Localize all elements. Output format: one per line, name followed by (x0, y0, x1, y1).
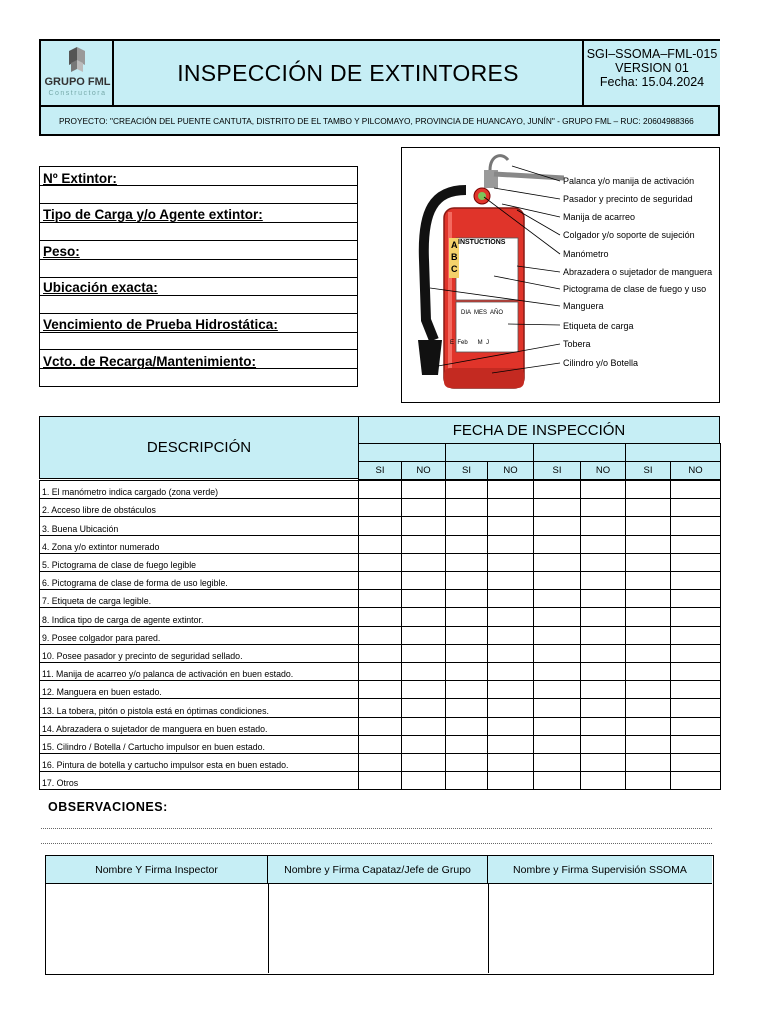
no-checkbox-cell[interactable] (670, 771, 721, 790)
document-code-block (584, 41, 720, 105)
si-checkbox-cell[interactable] (445, 498, 488, 517)
no-checkbox-cell[interactable] (487, 480, 534, 499)
si-checkbox-cell[interactable] (445, 535, 488, 554)
si-checkbox-cell[interactable] (445, 753, 488, 772)
signature-supervisor-header: Nombre y Firma Supervisión SSOMA (488, 856, 712, 884)
no-checkbox-cell[interactable] (670, 680, 721, 699)
no-column-header: NO (401, 461, 446, 480)
inspection-item-label: 1. El manómetro indica cargado (zona verde) (39, 480, 359, 499)
signature-inspector-box[interactable] (48, 886, 266, 971)
inspection-item-label: 11. Manija de acarreo y/o palanca de activación en buen estado. (39, 662, 359, 681)
si-checkbox-cell[interactable] (625, 626, 671, 645)
logo-cell (41, 41, 114, 105)
inspection-item-label: 14. Abrazadera o sujetador de manguera en buen estado. (39, 717, 359, 736)
si-checkbox-cell[interactable] (625, 535, 671, 554)
no-checkbox-cell[interactable] (670, 498, 721, 517)
no-checkbox-cell[interactable] (487, 571, 534, 590)
no-checkbox-cell[interactable] (670, 480, 721, 499)
inspection-date-header: FECHA DE INSPECCIÓN (358, 416, 720, 444)
no-checkbox-cell[interactable] (580, 644, 626, 663)
si-checkbox-cell[interactable] (625, 680, 671, 699)
no-checkbox-cell[interactable] (401, 644, 446, 663)
no-checkbox-cell[interactable] (580, 589, 626, 608)
no-checkbox-cell[interactable] (580, 717, 626, 736)
extinguisher-info-box (39, 166, 358, 387)
no-checkbox-cell[interactable] (580, 662, 626, 681)
inspection-date-cell[interactable] (445, 443, 534, 462)
si-checkbox-cell[interactable] (358, 771, 402, 790)
inspection-date-cell[interactable] (358, 443, 446, 462)
si-checkbox-cell[interactable] (533, 535, 581, 554)
no-checkbox-cell[interactable] (401, 516, 446, 535)
si-column-header: SI (625, 461, 671, 480)
si-checkbox-cell[interactable] (533, 553, 581, 572)
no-checkbox-cell[interactable] (487, 771, 534, 790)
field-recharge-due: Vcto. de Recarga/Mantenimiento: (43, 354, 257, 369)
signature-table (45, 855, 714, 975)
no-checkbox-cell[interactable] (401, 480, 446, 499)
field-hydrostatic-test: Vencimiento de Prueba Hidrostática: (43, 317, 278, 332)
document-title: INSPECCIÓN DE EXTINTORES (114, 41, 584, 105)
no-checkbox-cell[interactable] (487, 607, 534, 626)
inspection-item-label: 10. Posee pasador y precinto de seguridad sellado. (39, 644, 359, 663)
extinguisher-diagram (401, 147, 720, 403)
inspection-date-cell[interactable] (625, 443, 721, 462)
inspection-item-label: 17. Otros (39, 771, 359, 790)
no-checkbox-cell[interactable] (401, 498, 446, 517)
no-checkbox-cell[interactable] (401, 698, 446, 717)
label-pressure-gauge: Manómetro (563, 249, 609, 259)
si-checkbox-cell[interactable] (533, 644, 581, 663)
no-checkbox-cell[interactable] (401, 771, 446, 790)
no-checkbox-cell[interactable] (487, 753, 534, 772)
no-checkbox-cell[interactable] (580, 680, 626, 699)
inspection-item-label: 6. Pictograma de clase de forma de uso legible. (39, 571, 359, 590)
si-checkbox-cell[interactable] (358, 607, 402, 626)
si-checkbox-cell[interactable] (533, 771, 581, 790)
inspection-date-cell[interactable] (533, 443, 626, 462)
si-checkbox-cell[interactable] (445, 571, 488, 590)
si-column-header: SI (358, 461, 402, 480)
no-checkbox-cell[interactable] (580, 626, 626, 645)
signature-divider-2 (488, 884, 489, 973)
label-safety-pin: Pasador y precinto de seguridad (563, 194, 693, 204)
no-checkbox-cell[interactable] (670, 735, 721, 754)
signature-foreman-header: Nombre y Firma Capataz/Jefe de Grupo (268, 856, 488, 884)
no-checkbox-cell[interactable] (401, 680, 446, 699)
no-checkbox-cell[interactable] (401, 589, 446, 608)
inspection-item-label: 8. Indica tipo de carga de agente extintor. (39, 607, 359, 626)
no-checkbox-cell[interactable] (487, 589, 534, 608)
no-checkbox-cell[interactable] (580, 498, 626, 517)
si-checkbox-cell[interactable] (625, 753, 671, 772)
document-version: VERSION 01 (615, 61, 689, 75)
inspection-item-label: 13. La tobera, pitón o pistola está en óptimas condiciones. (39, 698, 359, 717)
si-checkbox-cell[interactable] (445, 607, 488, 626)
project-line: PROYECTO: "CREACIÓN DEL PUENTE CANTUTA, DISTRITO DE EL TAMBO Y PILCOMAYO, PROVINCIA DE HUANCAYO, JUNÍN" - GRUPO FML – RUC: 20604988366 (41, 105, 718, 134)
no-checkbox-cell[interactable] (487, 553, 534, 572)
no-checkbox-cell[interactable] (401, 735, 446, 754)
no-checkbox-cell[interactable] (487, 680, 534, 699)
si-checkbox-cell[interactable] (358, 735, 402, 754)
no-checkbox-cell[interactable] (401, 553, 446, 572)
no-checkbox-cell[interactable] (580, 571, 626, 590)
si-checkbox-cell[interactable] (445, 589, 488, 608)
observations-title: OBSERVACIONES: (48, 800, 168, 814)
label-charge-tag: Etiqueta de carga (563, 321, 634, 331)
si-checkbox-cell[interactable] (445, 480, 488, 499)
si-checkbox-cell[interactable] (625, 644, 671, 663)
si-checkbox-cell[interactable] (358, 680, 402, 699)
si-checkbox-cell[interactable] (625, 717, 671, 736)
no-checkbox-cell[interactable] (401, 626, 446, 645)
no-checkbox-cell[interactable] (670, 662, 721, 681)
inspection-item-label: 7. Etiqueta de carga legible. (39, 589, 359, 608)
si-checkbox-cell[interactable] (625, 771, 671, 790)
si-checkbox-cell[interactable] (445, 516, 488, 535)
no-checkbox-cell[interactable] (580, 480, 626, 499)
inspection-item-label: 15. Cilindro / Botella / Cartucho impulsor en buen estado. (39, 735, 359, 754)
si-checkbox-cell[interactable] (445, 717, 488, 736)
label-carry-handle: Manija de acarreo (563, 212, 636, 222)
si-checkbox-cell[interactable] (533, 717, 581, 736)
label-hose: Manguera (563, 301, 604, 311)
signature-inspector-header: Nombre Y Firma Inspector (46, 856, 268, 884)
field-agent-type: Tipo de Carga y/o Agente extintor: (43, 207, 263, 222)
si-checkbox-cell[interactable] (445, 698, 488, 717)
no-checkbox-cell[interactable] (670, 607, 721, 626)
si-checkbox-cell[interactable] (625, 589, 671, 608)
field-weight: Peso: (43, 244, 80, 259)
si-checkbox-cell[interactable] (358, 553, 402, 572)
no-checkbox-cell[interactable] (487, 626, 534, 645)
class-a-letter: A (451, 240, 458, 250)
tag-header-text: DIA MES AÑO (461, 310, 504, 316)
no-checkbox-cell[interactable] (670, 589, 721, 608)
class-c-letter: C (451, 264, 458, 274)
si-checkbox-cell[interactable] (625, 662, 671, 681)
field-location: Ubicación exacta: (43, 280, 158, 295)
signature-divider-1 (268, 884, 269, 973)
no-checkbox-cell[interactable] (580, 516, 626, 535)
no-column-header: NO (487, 461, 534, 480)
no-checkbox-cell[interactable] (487, 717, 534, 736)
no-checkbox-cell[interactable] (670, 535, 721, 554)
si-checkbox-cell[interactable] (358, 698, 402, 717)
si-checkbox-cell[interactable] (445, 735, 488, 754)
si-checkbox-cell[interactable] (445, 771, 488, 790)
si-checkbox-cell[interactable] (445, 553, 488, 572)
label-activation-lever: Palanca y/o manija de activación (563, 176, 695, 186)
inspection-table (39, 416, 720, 792)
si-column-header: SI (445, 461, 488, 480)
no-checkbox-cell[interactable] (580, 753, 626, 772)
inspection-item-label: 9. Posee colgador para pared. (39, 626, 359, 645)
si-checkbox-cell[interactable] (533, 480, 581, 499)
no-checkbox-cell[interactable] (670, 516, 721, 535)
label-pictogram: Pictograma de clase de fuego y uso (563, 284, 707, 294)
si-checkbox-cell[interactable] (445, 662, 488, 681)
si-checkbox-cell[interactable] (533, 662, 581, 681)
document-code: SGI–SSOMA–FML-015 (586, 47, 718, 61)
no-checkbox-cell[interactable] (487, 498, 534, 517)
label-hose-clamp: Abrazadera o sujetador de manguera (563, 267, 713, 277)
no-checkbox-cell[interactable] (401, 717, 446, 736)
si-checkbox-cell[interactable] (533, 680, 581, 699)
si-checkbox-cell[interactable] (358, 644, 402, 663)
inspection-item-label: 5. Pictograma de clase de fuego legible (39, 553, 359, 572)
si-checkbox-cell[interactable] (625, 498, 671, 517)
si-checkbox-cell[interactable] (358, 662, 402, 681)
observation-line-2[interactable] (41, 843, 712, 844)
si-checkbox-cell[interactable] (445, 644, 488, 663)
document-header (39, 39, 720, 136)
si-checkbox-cell[interactable] (533, 626, 581, 645)
si-checkbox-cell[interactable] (358, 626, 402, 645)
no-checkbox-cell[interactable] (487, 535, 534, 554)
si-checkbox-cell[interactable] (625, 735, 671, 754)
class-b-letter: B (451, 252, 458, 262)
no-checkbox-cell[interactable] (580, 535, 626, 554)
no-column-header: NO (670, 461, 721, 480)
si-column-header: SI (533, 461, 581, 480)
si-checkbox-cell[interactable] (358, 535, 402, 554)
si-checkbox-cell[interactable] (625, 480, 671, 499)
si-checkbox-cell[interactable] (625, 698, 671, 717)
si-checkbox-cell[interactable] (625, 571, 671, 590)
si-checkbox-cell[interactable] (533, 607, 581, 626)
signature-foreman-box[interactable] (271, 886, 486, 971)
label-nozzle: Tobera (563, 339, 591, 349)
si-checkbox-cell[interactable] (358, 498, 402, 517)
si-checkbox-cell[interactable] (445, 680, 488, 699)
signature-supervisor-box[interactable] (491, 886, 710, 971)
description-header: DESCRIPCIÓN (39, 416, 359, 479)
inspection-item-label: 2. Acceso libre de obstáculos (39, 498, 359, 517)
field-extintor-number: Nº Extintor: (43, 171, 117, 186)
si-checkbox-cell[interactable] (533, 753, 581, 772)
no-checkbox-cell[interactable] (580, 553, 626, 572)
inspection-item-label: 16. Pintura de botella y cartucho impulsor esta en buen estado. (39, 753, 359, 772)
no-checkbox-cell[interactable] (401, 662, 446, 681)
no-checkbox-cell[interactable] (487, 735, 534, 754)
no-checkbox-cell[interactable] (670, 717, 721, 736)
no-checkbox-cell[interactable] (670, 644, 721, 663)
label-cylinder: Cilindro y/o Botella (563, 358, 639, 368)
si-checkbox-cell[interactable] (533, 516, 581, 535)
si-checkbox-cell[interactable] (358, 571, 402, 590)
no-checkbox-cell[interactable] (580, 735, 626, 754)
no-checkbox-cell[interactable] (670, 571, 721, 590)
si-checkbox-cell[interactable] (533, 698, 581, 717)
si-checkbox-cell[interactable] (358, 753, 402, 772)
no-checkbox-cell[interactable] (580, 771, 626, 790)
no-checkbox-cell[interactable] (580, 607, 626, 626)
inspection-item-label: 3. Buena Ubicación (39, 516, 359, 535)
inspection-item-label: 4. Zona y/o extintor numerado (39, 535, 359, 554)
si-checkbox-cell[interactable] (625, 553, 671, 572)
si-checkbox-cell[interactable] (625, 516, 671, 535)
no-checkbox-cell[interactable] (670, 698, 721, 717)
no-checkbox-cell[interactable] (401, 607, 446, 626)
si-checkbox-cell[interactable] (533, 589, 581, 608)
si-checkbox-cell[interactable] (533, 735, 581, 754)
observation-line-1[interactable] (41, 828, 712, 829)
no-checkbox-cell[interactable] (487, 516, 534, 535)
no-checkbox-cell[interactable] (670, 553, 721, 572)
logo-subtext: Constructora (48, 90, 107, 97)
si-checkbox-cell[interactable] (533, 498, 581, 517)
si-checkbox-cell[interactable] (358, 480, 402, 499)
label-bracket: Colgador y/o soporte de sujeción (563, 230, 695, 240)
no-checkbox-cell[interactable] (487, 698, 534, 717)
no-checkbox-cell[interactable] (401, 753, 446, 772)
no-checkbox-cell[interactable] (401, 571, 446, 590)
no-column-header: NO (580, 461, 626, 480)
si-checkbox-cell[interactable] (625, 607, 671, 626)
logo-text: GRUPO FML (44, 76, 111, 88)
no-checkbox-cell[interactable] (401, 535, 446, 554)
si-checkbox-cell[interactable] (358, 589, 402, 608)
inspection-item-label: 12. Manguera en buen estado. (39, 680, 359, 699)
si-checkbox-cell[interactable] (445, 626, 488, 645)
no-checkbox-cell[interactable] (487, 662, 534, 681)
si-checkbox-cell[interactable] (533, 571, 581, 590)
tag-row-text: E Feb M J (450, 340, 490, 346)
si-checkbox-cell[interactable] (358, 516, 402, 535)
no-checkbox-cell[interactable] (670, 753, 721, 772)
document-date: Fecha: 15.04.2024 (599, 75, 705, 89)
si-checkbox-cell[interactable] (358, 717, 402, 736)
no-checkbox-cell[interactable] (670, 626, 721, 645)
no-checkbox-cell[interactable] (580, 698, 626, 717)
no-checkbox-cell[interactable] (487, 644, 534, 663)
instructions-text: INSTUCTIONS (458, 239, 506, 246)
